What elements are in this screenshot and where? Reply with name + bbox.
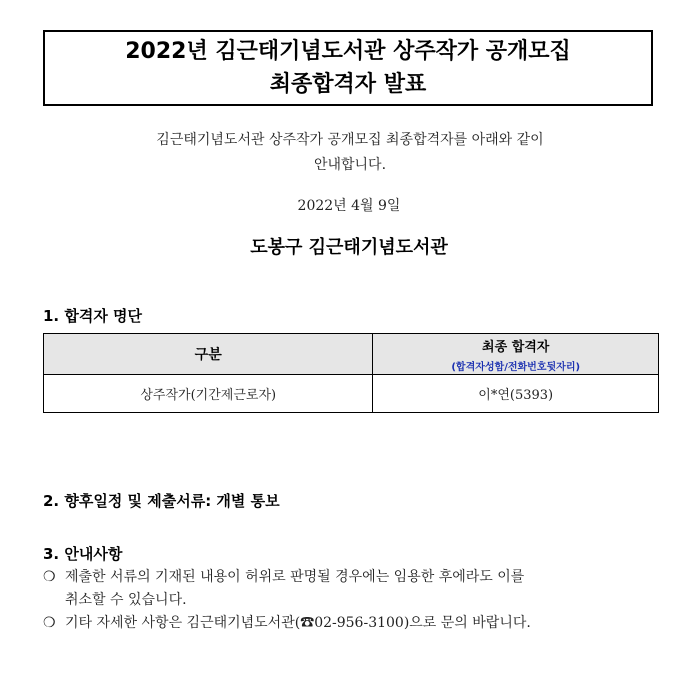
row-result: 이*연(5393) — [373, 375, 659, 413]
list-item — [43, 566, 663, 589]
circle-bullet-icon: ❍ — [43, 615, 56, 631]
table-header-row — [44, 334, 659, 375]
notice-item-1-line-1: 제출한 서류의 기재된 내용이 허위로 판명될 경우에는 임용한 후에라도 이를 — [65, 569, 525, 585]
section-1-title: 1. 합격자 명단 — [43, 307, 143, 325]
notice-item-1-line-2: 취소할 수 있습니다. — [65, 592, 187, 608]
result-table — [43, 333, 659, 413]
title-line-1: 2022년 김근태기념도서관 상주작가 공개모집 — [125, 39, 571, 64]
intro-line-2: 안내합니다. — [313, 157, 387, 173]
intro-paragraph — [90, 128, 610, 178]
organization-name: 도봉구 김근태기념도서관 — [250, 237, 448, 258]
notice-item-2-line-1: 기타 자세한 사항은 김근태기념도서관(☎02-956-3100)으로 문의 바랍니다. — [65, 615, 531, 631]
notice-list — [43, 566, 663, 635]
section-2-title: 2. 향후일정 및 제출서류: 개별 통보 — [43, 492, 280, 510]
header-category: 구분 — [44, 334, 373, 375]
header-result-note: (합격자성함/전화번호뒷자리) — [451, 361, 581, 373]
announcement-date: 2022년 4월 9일 — [297, 198, 401, 214]
intro-line-1: 김근태기념도서관 상주작가 공개모집 최종합격자를 아래와 같이 — [156, 132, 544, 148]
header-result — [373, 334, 659, 375]
circle-bullet-icon: ❍ — [43, 569, 56, 585]
list-item — [43, 612, 663, 635]
title-line-2: 최종합격자 발표 — [269, 72, 427, 97]
row-category: 상주작가(기간제근로자) — [44, 375, 373, 413]
section-3-title: 3. 안내사항 — [43, 545, 123, 563]
header-result-label: 최종 합격자 — [482, 339, 550, 355]
table-row — [44, 375, 659, 413]
title-box — [43, 30, 653, 106]
